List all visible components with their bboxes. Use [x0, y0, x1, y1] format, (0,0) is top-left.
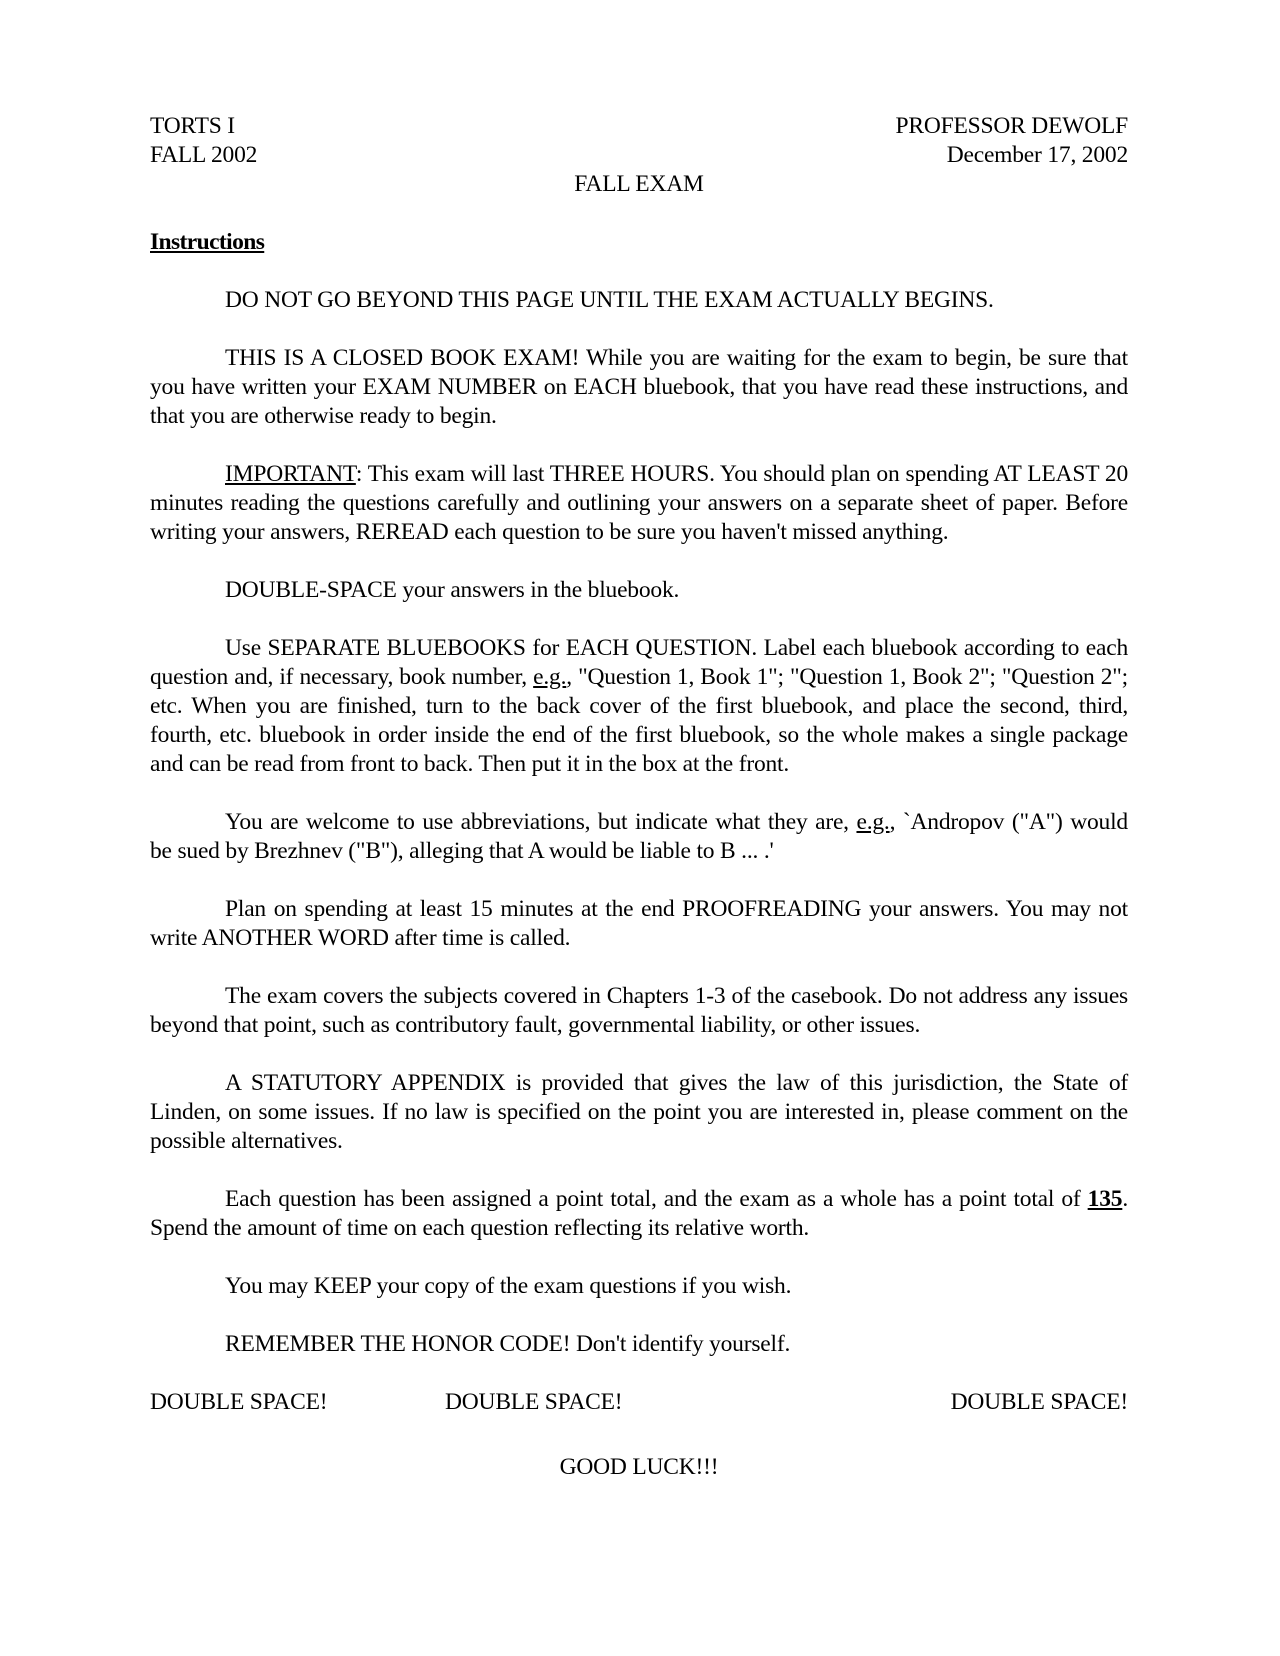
double-space-reminder: DOUBLE SPACE!: [445, 1389, 623, 1415]
instruction-text-1: DO NOT GO BEYOND THIS PAGE UNTIL THE EXAM ACTUALLY BEGINS.: [225, 287, 994, 313]
instruction-paragraph-9: [150, 1069, 1128, 1156]
instruction-text-5b: , "Question 1, Book 1"; "Question 1, Book 2"; "Question 2"; etc. When you are finished, turn to the back cover of the first bluebook, and place the second, third, fourth, etc. bluebook in order inside the end of the first bluebook, so the whole makes a single package and can be read from front to back. Then put it in the box at the front.: [150, 664, 1128, 777]
instruction-paragraph-8: [150, 982, 1128, 1040]
instruction-text-11: You may KEEP your copy of the exam questions if you wish.: [225, 1273, 792, 1299]
instruction-text-4: DOUBLE-SPACE your answers in the bluebook.: [225, 577, 680, 603]
instruction-text-2: THIS IS A CLOSED BOOK EXAM! While you are waiting for the exam to begin, be sure that you have written your EXAM NUMBER on EACH bluebook, that you have read these instructions, and that you are otherwise ready to begin.: [150, 345, 1128, 429]
double-space-reminder: DOUBLE SPACE!: [150, 1389, 328, 1415]
instruction-paragraph-7: [150, 895, 1128, 953]
instruction-paragraph-1: [150, 286, 1128, 315]
instruction-text-3: : This exam will last THREE HOURS. You should plan on spending AT LEAST 20 minutes reading the questions carefully and outlining your answers on a separate sheet of paper. Before writing your answers, REREAD each question to be sure you haven't missed anything.: [150, 461, 1128, 545]
term: FALL 2002: [150, 142, 258, 168]
instruction-text-10a: Each question has been assigned a point total, and the exam as a whole has a point total of: [225, 1186, 1088, 1212]
exam-date: December 17, 2002: [946, 142, 1128, 168]
eg-abbrev: e.g.: [533, 664, 567, 690]
important-label: IMPORTANT: [225, 461, 356, 487]
instruction-text-12: REMEMBER THE HONOR CODE! Don't identify yourself.: [225, 1331, 791, 1357]
instruction-text-5a: Use SEPARATE BLUEBOOKS for EACH QUESTION. Label each bluebook according to each question and, if necessary, book number,: [150, 635, 1128, 690]
header-row-2: [150, 141, 1128, 170]
instruction-paragraph-5: [150, 634, 1128, 779]
instruction-text-6a: You are welcome to use abbreviations, but indicate what they are,: [225, 809, 857, 835]
instruction-paragraph-11: [150, 1272, 1128, 1301]
instruction-paragraph-3: [150, 460, 1128, 547]
header-row-1: [150, 112, 1128, 141]
instruction-text-8: The exam covers the subjects covered in Chapters 1-3 of the casebook. Do not address any issues beyond that point, such as contributory fault, governmental liability, or other issues.: [150, 983, 1128, 1038]
exam-title: FALL EXAM: [574, 171, 704, 197]
instruction-paragraph-4: [150, 576, 1128, 605]
instruction-paragraph-12: [150, 1330, 1128, 1359]
instruction-text-10b: . Spend the amount of time on each question reflecting its relative worth.: [150, 1186, 1128, 1241]
instruction-text-6b: , `Andropov ("A") would be sued by Brezhnev ("B"), alleging that A would be liable to B ... .': [150, 809, 1128, 864]
eg-abbrev: e.g.: [856, 809, 890, 835]
instruction-paragraph-2: [150, 344, 1128, 431]
page-content: [150, 112, 1128, 1482]
good-luck-message: GOOD LUCK!!!: [559, 1454, 719, 1480]
double-space-row: [150, 1388, 1128, 1417]
point-total: 135: [1087, 1186, 1123, 1212]
instruction-paragraph-6: [150, 808, 1128, 866]
instruction-paragraph-10: [150, 1185, 1128, 1243]
instruction-text-7: Plan on spending at least 15 minutes at the end PROOFREADING your answers. You may not write ANOTHER WORD after time is called.: [150, 896, 1128, 951]
double-space-reminder: DOUBLE SPACE!: [950, 1389, 1128, 1415]
course-name: TORTS I: [150, 113, 235, 139]
instruction-text-9: A STATUTORY APPENDIX is provided that gives the law of this jurisdiction, the State of Linden, on some issues. If no law is specified on the point you are interested in, please comment on the possible alternatives.: [150, 1070, 1128, 1154]
instructions-heading: Instructions: [150, 229, 265, 255]
professor-name: PROFESSOR DEWOLF: [895, 113, 1128, 139]
